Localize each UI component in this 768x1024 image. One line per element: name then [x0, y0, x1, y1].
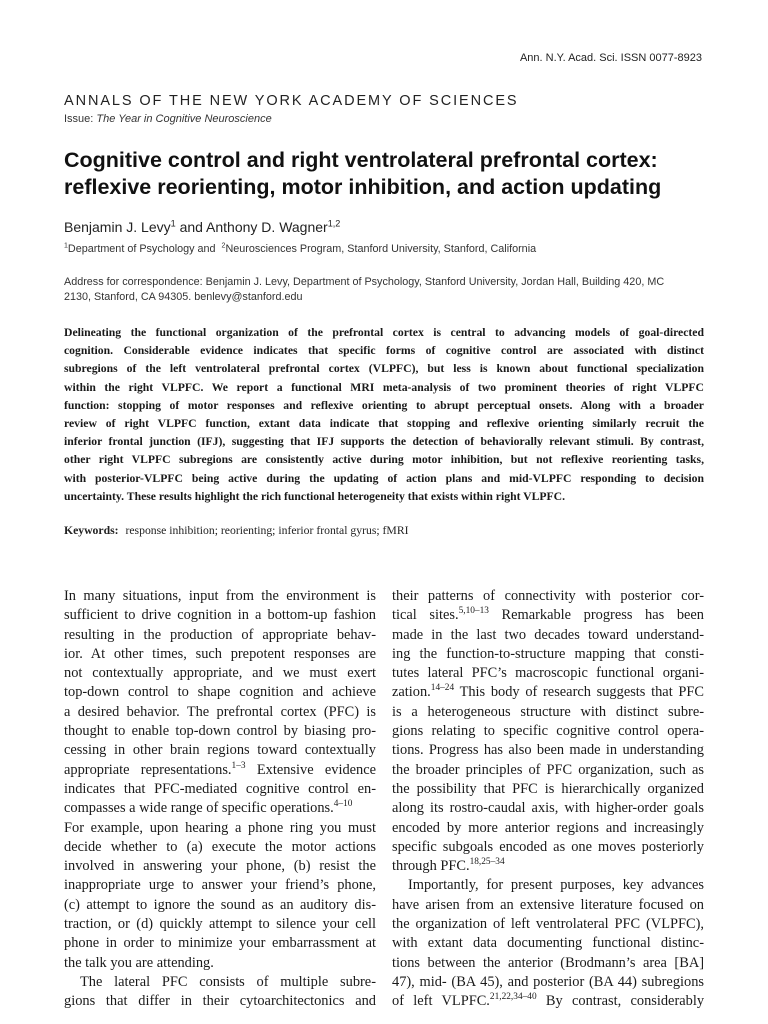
keywords-label: Keywords:: [64, 524, 119, 537]
body-text: the talk you are attending.: [64, 954, 214, 971]
body-text: the organization of left ventrolateral PFC (VLPFC),: [392, 916, 704, 933]
abstract-line: function: stopping of motor responses and reflexive orienting to abrupt perceptual onsets. Along with a broader: [64, 398, 704, 412]
affiliation-marker: 1: [64, 242, 68, 250]
body-text: inappropriate urge to answer your friend’s phone,: [64, 877, 376, 894]
body-text: phone in order to minimize your embarrassment at: [64, 935, 376, 952]
body-text-line: [64, 954, 376, 973]
body-text: is a heterogeneous structure with distinct subre-: [392, 703, 704, 720]
body-text-line: [64, 626, 376, 645]
body-text-line: [64, 799, 376, 818]
body-text-line: [392, 915, 704, 934]
issue-line: [64, 113, 272, 125]
body-text: (c) attempt to ignore the sound as an auditory dis-: [64, 896, 376, 913]
body-text: The lateral PFC consists of multiple subre-: [80, 973, 376, 990]
body-text-line: [392, 934, 704, 953]
author-conjunction: and: [179, 219, 203, 235]
citation-reference: 5,10–13: [458, 606, 489, 617]
body-text: This body of research suggests that PFC: [454, 684, 704, 701]
body-text-line: [392, 780, 704, 799]
body-text: Extensive evidence: [245, 761, 376, 778]
body-text-line: [392, 664, 704, 683]
body-text: a desired behavior. The prefrontal cortex (PFC) is: [64, 703, 376, 720]
abstract-line: other right VLPFC subregions are consistently active during motor inhibition, but not reflexive reorienting tasks,: [64, 453, 704, 467]
abstract-line: subregions of the left ventrolateral prefrontal cortex (VLPFC), but less is known about functional specialization: [64, 362, 704, 376]
body-text-line: [64, 722, 376, 741]
body-text-line: [392, 954, 704, 973]
body-text: In many situations, input from the environment is: [64, 588, 376, 604]
body-text: have arisen from an extensive literature focused on: [392, 896, 704, 913]
body-text: through PFC.: [392, 858, 470, 875]
author-affiliation-marker: 1: [170, 218, 176, 229]
body-text-line: [64, 838, 376, 857]
body-text-line: [392, 741, 704, 760]
body-text: traction, or (d) quickly attempt to silence your cell: [64, 916, 376, 933]
affiliation: Department of Psychology and: [67, 243, 216, 255]
article-title: [64, 147, 714, 201]
body-text-line: [392, 626, 704, 645]
body-text-line: [64, 780, 376, 799]
body-text: thought to enable top-down control by biasing pro-: [64, 723, 376, 740]
abstract-line: uncertainty. These results highlight the rich functional heterogeneity that exists within right VLPFC.: [64, 489, 566, 503]
title-line: Cognitive control and right ventrolateral prefrontal cortex:: [64, 148, 658, 172]
address-line: 2130, Stanford, CA 94305. benlevy@stanford.edu: [64, 291, 303, 303]
author-list: [64, 219, 340, 235]
body-text: gions that differ in their cytoarchitectonics and: [64, 993, 376, 1010]
abstract-line: cognition. Considerable evidence indicates that specific forms of cognitive control are associated with distinct: [64, 344, 704, 358]
body-text: zation.: [392, 684, 431, 701]
body-text: gions relating to specific cognitive control opera-: [392, 723, 704, 740]
body-text-line: [392, 838, 704, 857]
abstract-line: review of right VLPFC function, extant data indicate that stopping and reflexive orienting similarly recruit the: [64, 417, 704, 431]
body-text-line: [392, 857, 704, 876]
body-text-line: [64, 876, 376, 895]
issue-name: The Year in Cognitive Neuroscience: [96, 113, 272, 125]
body-text-line: [64, 761, 376, 780]
body-text-line: [392, 896, 704, 915]
body-text: cessing in other brain regions toward contextually: [64, 742, 376, 759]
body-text-line: [64, 703, 376, 722]
body-text: the possibility that PFC is hierarchically organized: [392, 780, 704, 797]
body-text-line: [392, 761, 704, 780]
body-text-line: [392, 722, 704, 741]
body-text-line: [392, 992, 704, 1011]
body-column-right: [392, 587, 704, 1012]
body-text-line: [64, 896, 376, 915]
citation-reference: 4–10: [333, 799, 353, 810]
body-text-line: [392, 645, 704, 664]
issue-label: Issue:: [64, 113, 94, 125]
journal-name: ANNALS OF THE NEW YORK ACADEMY OF SCIENCES: [64, 93, 519, 109]
body-text-line: [392, 876, 704, 895]
body-text: involved in answering your phone, (b) resist the: [64, 858, 376, 875]
body-text: appropriate representations.: [64, 761, 232, 778]
body-text: By contrast, considerably: [536, 993, 705, 1010]
body-text-line: [64, 915, 376, 934]
body-text: decide whether to (a) execute the motor actions: [64, 838, 376, 855]
body-text: top-down control to shape cognition and achieve: [64, 684, 376, 701]
body-text: tions between the anterior (Brodmann’s area [BA]: [392, 954, 704, 971]
body-text-line: [64, 934, 376, 953]
journal-citation: Ann. N.Y. Acad. Sci. ISSN 0077-8923: [519, 52, 702, 64]
body-text-line: [392, 587, 704, 606]
body-text: made in the last two decades toward understand-: [392, 626, 704, 643]
author-affiliation-marker: 1,2: [327, 218, 341, 229]
body-text-line: [392, 606, 704, 625]
body-text-line: [64, 741, 376, 760]
author-name: Anthony D. Wagner: [206, 219, 328, 235]
body-text: tical sites.: [392, 607, 459, 624]
body-text: along its rostro-caudal axis, with higher-order goals: [392, 800, 704, 817]
body-text-line: [64, 992, 376, 1011]
body-text-line: [64, 819, 376, 838]
abstract-line: Delineating the functional organization of the prefrontal cortex is central to advancing models of goal-directed: [64, 326, 704, 339]
body-text-line: [64, 587, 376, 606]
citation-reference: 18,25–34: [469, 857, 505, 868]
body-text: their patterns of connectivity with posterior cor-: [392, 588, 704, 604]
body-text-line: [64, 973, 376, 992]
body-text: ing the function-to-structure mapping that consti-: [392, 645, 704, 662]
body-text-line: [392, 819, 704, 838]
citation-reference: 21,22,34–40: [489, 992, 537, 1003]
body-text-line: [392, 703, 704, 722]
body-text-line: [64, 857, 376, 876]
body-text-line: [392, 973, 704, 992]
body-text: tions. Progress has also been made in understanding: [392, 742, 704, 759]
body-text: Importantly, for present purposes, key advances: [408, 877, 704, 894]
body-text-line: [392, 683, 704, 702]
body-text: indicates that PFC-mediated cognitive control en-: [64, 780, 376, 797]
body-text: 47), mid- (BA 45), and posterior (BA 44) subregions: [392, 973, 704, 990]
body-text: with extant data documenting functional distinc-: [392, 935, 704, 952]
abstract-line: with posterior-VLPFC being active during the updating of action plans and mid-VLPFC responding to decision: [64, 471, 704, 485]
body-text: resulting in the production of appropriate behav-: [64, 626, 376, 643]
body-text: not contextually appropriate, and we must exert: [64, 665, 376, 682]
body-text: sufficient to drive cognition in a bottom-up fashion: [64, 607, 376, 624]
affiliation: Neurosciences Program, Stanford University, Stanford, California: [225, 243, 537, 255]
body-text: specific subgoals encoded as one moves posteriorly: [392, 838, 704, 855]
body-text: encoded by more anterior regions and increasingly: [392, 819, 704, 836]
abstract-line: inferior frontal junction (IFJ), suggesting that IFJ supports the detection of behaviorally relevant stimuli. By contrast,: [64, 435, 704, 449]
author-name: Benjamin J. Levy: [64, 219, 171, 235]
affiliation-marker: 2: [221, 242, 226, 250]
body-text-line: [64, 683, 376, 702]
body-text-line: [392, 799, 704, 818]
keywords-text: response inhibition; reorienting; inferior frontal gyrus; fMRI: [125, 524, 409, 537]
body-text: ior. At other times, such prepotent responses are: [64, 645, 376, 662]
correspondence-address: [64, 275, 714, 305]
body-text-line: [64, 664, 376, 683]
address-line: Address for correspondence: Benjamin J. Levy, Department of Psychology, Stanford University, Jordan Hall, Building 420, MC: [64, 276, 665, 288]
keywords: [64, 524, 409, 537]
body-text: compasses a wide range of specific operations.: [64, 800, 334, 817]
body-text-line: [64, 645, 376, 664]
citation-reference: 1–3: [231, 760, 246, 771]
affiliations: [64, 243, 536, 255]
body-text: the broader principles of PFC organization, such as: [392, 761, 704, 778]
abstract-line: within the right VLPFC. We report a functional MRI meta-analysis of two prominent theories of right VLPFC: [64, 380, 704, 394]
body-text: of left VLPFC.: [392, 993, 490, 1010]
body-text: Remarkable progress has been: [488, 607, 704, 624]
body-text: tutes lateral PFC’s macroscopic functional organi-: [392, 665, 704, 682]
abstract: [64, 324, 704, 506]
citation-reference: 14–24: [430, 683, 455, 694]
title-line: reflexive reorienting, motor inhibition, and action updating: [64, 175, 662, 199]
body-text: For example, upon hearing a phone ring you must: [64, 819, 376, 836]
body-column-left: [64, 587, 376, 1012]
body-text-line: [64, 606, 376, 625]
